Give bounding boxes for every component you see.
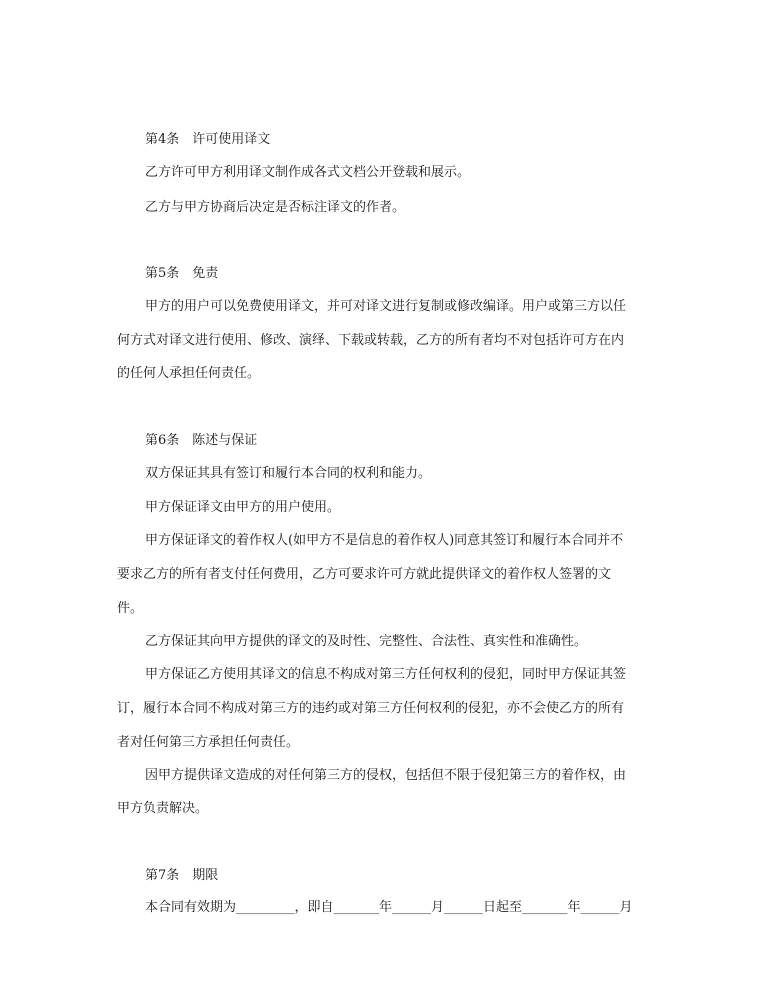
article-6-line-10: 因甲方提供译文造成的对任何第三方的侵权，包括但不限于侵犯第三方的着作权，由 (145, 768, 627, 783)
article-7-heading: 第7条 期限 (145, 868, 219, 883)
article-5-line-2: 何方式对译文进行使用、修改、演绎、下载或转载，乙方的所有者均不对包括许可方在内 (117, 333, 625, 348)
article-5-line-1: 甲方的用户可以免费使用译文，并可对译文进行复制或修改编译。用户或第三方以任 (145, 299, 627, 314)
article-6-line-4: 要求乙方的所有者支付任何费用，乙方可要求许可方就此提供译文的着作权人签署的文 (117, 567, 612, 582)
article-7-line-1: 本合同有效期为_________，即自_______年______月______日起至_______年______月 (145, 900, 633, 915)
article-4-line-1: 乙方许可甲方利用译文制作成各式文档公开登载和展示。 (145, 165, 471, 180)
article-6-line-1: 双方保证其具有签订和履行本合同的权利和能力。 (145, 466, 432, 481)
article-6-line-5: 件。 (117, 601, 144, 616)
article-6-heading: 第6条 陈述与保证 (145, 433, 258, 448)
article-6-line-8: 订，履行本合同不构成对第三方的违约或对第三方任何权利的侵犯，亦不会使乙方的所有 (117, 701, 625, 716)
article-6-line-7: 甲方保证乙方使用其译文的信息不构成对第三方任何权利的侵犯，同时甲方保证其签 (145, 667, 627, 682)
article-4-line-2: 乙方与甲方协商后决定是否标注译文的作者。 (145, 200, 406, 215)
article-6-line-3: 甲方保证译文的着作权人(如甲方不是信息的着作权人)同意其签订和履行本合同并不 (145, 533, 624, 548)
article-6-line-2: 甲方保证译文由甲方的用户使用。 (145, 500, 341, 515)
article-5-heading: 第5条 免责 (145, 266, 219, 281)
article-6-line-9: 者对任何第三方承担任何责任。 (117, 735, 300, 750)
article-6-line-6: 乙方保证其向甲方提供的译文的及时性、完整性、合法性、真实性和准确性。 (145, 634, 588, 649)
article-5-line-3: 的任何人承担任何责任。 (117, 366, 261, 381)
article-6-line-11: 甲方负责解决。 (117, 801, 209, 816)
article-4-heading: 第4条 许可使用译文 (145, 132, 271, 147)
